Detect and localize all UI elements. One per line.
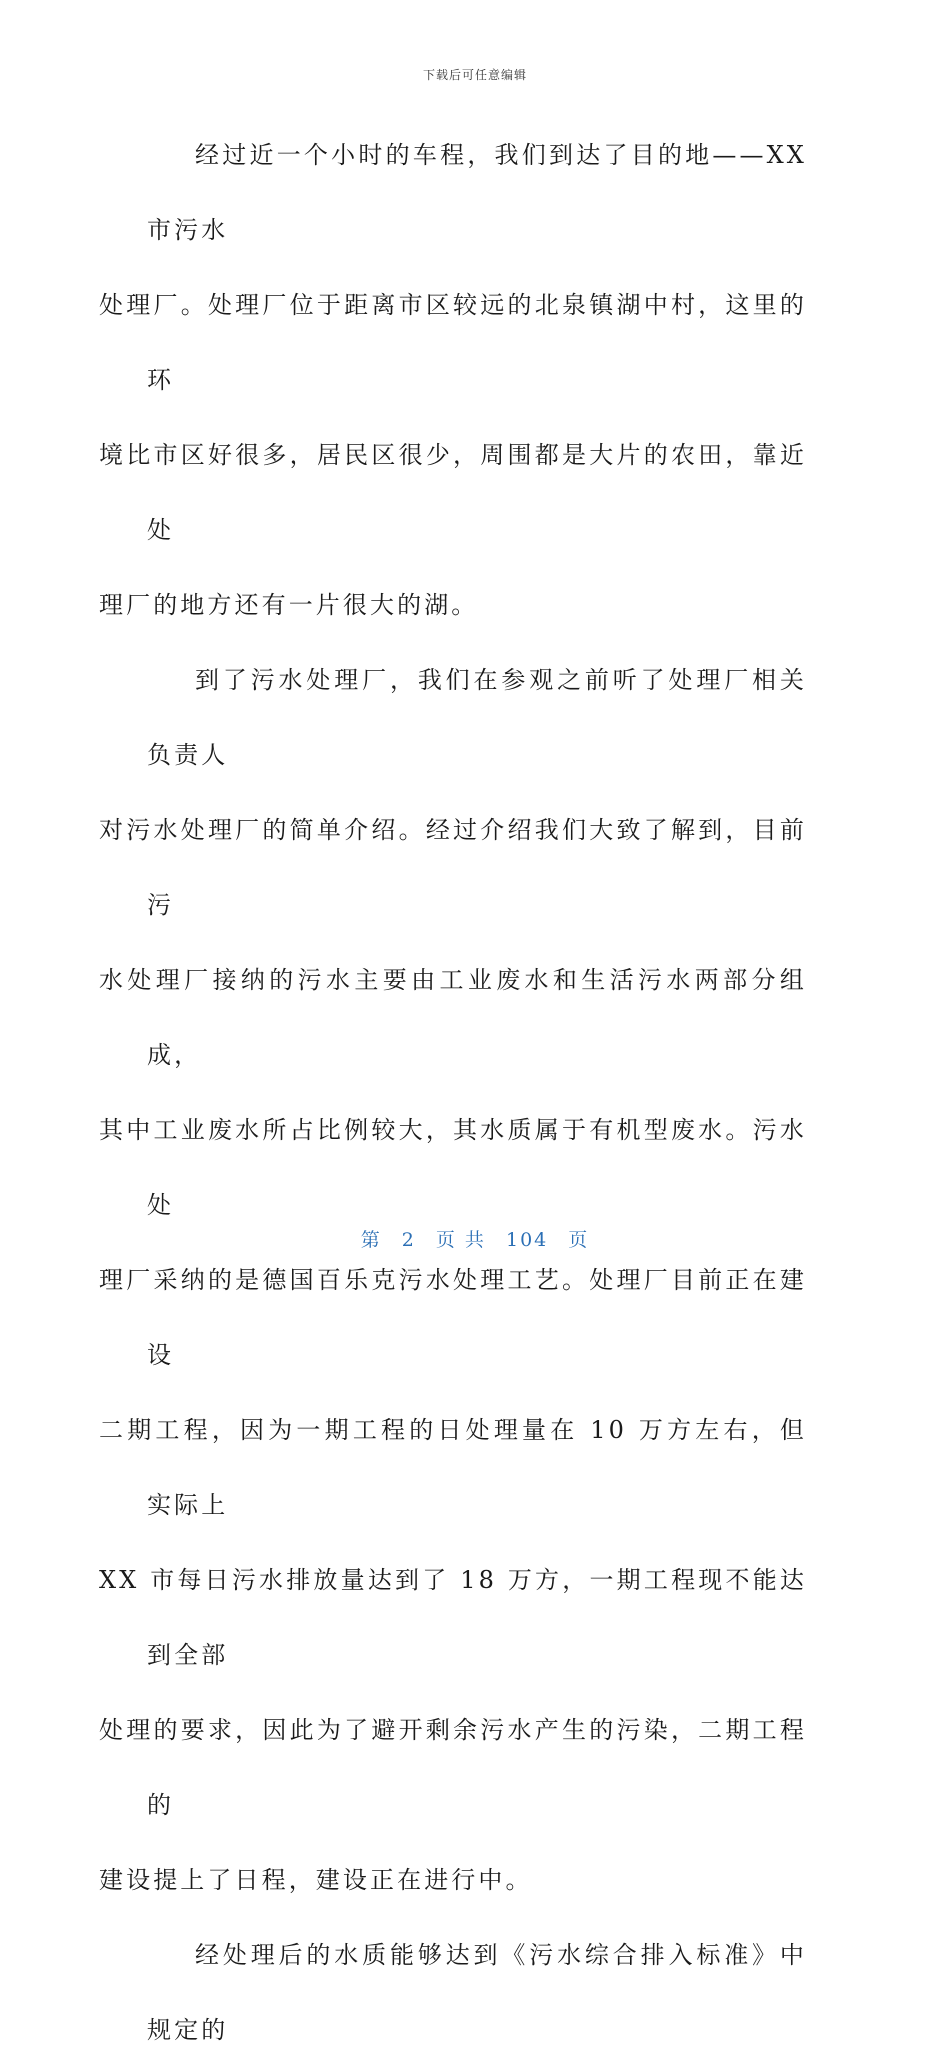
text-line: 到了污水处理厂，我们在参观之前听了处理厂相关负责人 — [147, 666, 807, 769]
footer-page-number: 2 — [401, 1229, 416, 1251]
footer-suffix: 页 — [568, 1229, 590, 1251]
text-line: 经过近一个小时的车程，我们到达了目的地——XX 市污水 — [147, 141, 807, 244]
text-line: 理厂的地方还有一片很大的湖。 — [99, 591, 479, 619]
text-line: XX 市每日污水排放量达到了 18 万方，一期工程现不能达到全部 — [99, 1566, 807, 1669]
paragraph-2 — [99, 643, 807, 1918]
text-line: 境比市区好很多，居民区很少，周围都是大片的农田，靠近处 — [99, 441, 807, 544]
text-line: 建设提上了日程，建设正在进行中。 — [99, 1866, 533, 1894]
text-line: 处理厂。处理厂位于距离市区较远的北泉镇湖中村，这里的环 — [99, 291, 807, 394]
text-line: 对污水处理厂的简单介绍。经过介绍我们大致了解到，目前污 — [99, 816, 807, 919]
paragraph-1 — [99, 118, 807, 643]
footer-total-pages: 104 — [505, 1229, 549, 1251]
paragraph-3 — [147, 1918, 807, 2068]
text-line: 经处理后的水质能够达到《污水综合排入标准》中规定的 — [147, 1941, 807, 2044]
text-line: 处理的要求，因此为了避开剩余污水产生的污染，二期工程的 — [99, 1716, 807, 1819]
footer-middle: 页 共 — [435, 1229, 486, 1251]
text-line: 理厂采纳的是德国百乐克污水处理工艺。处理厂目前正在建设 — [99, 1266, 807, 1369]
page-footer — [0, 1225, 950, 1252]
text-line: 其中工业废水所占比例较大，其水质属于有机型废水。污水处 — [99, 1116, 807, 1219]
text-line: 水处理厂接纳的污水主要由工业废水和生活污水两部分组成， — [99, 966, 807, 1069]
document-body — [99, 118, 807, 2068]
footer-prefix: 第 — [360, 1229, 382, 1251]
header-note: 下载后可任意编辑 — [422, 68, 527, 82]
text-line: 二期工程，因为一期工程的日处理量在 10 万方左右，但实际上 — [99, 1416, 807, 1519]
